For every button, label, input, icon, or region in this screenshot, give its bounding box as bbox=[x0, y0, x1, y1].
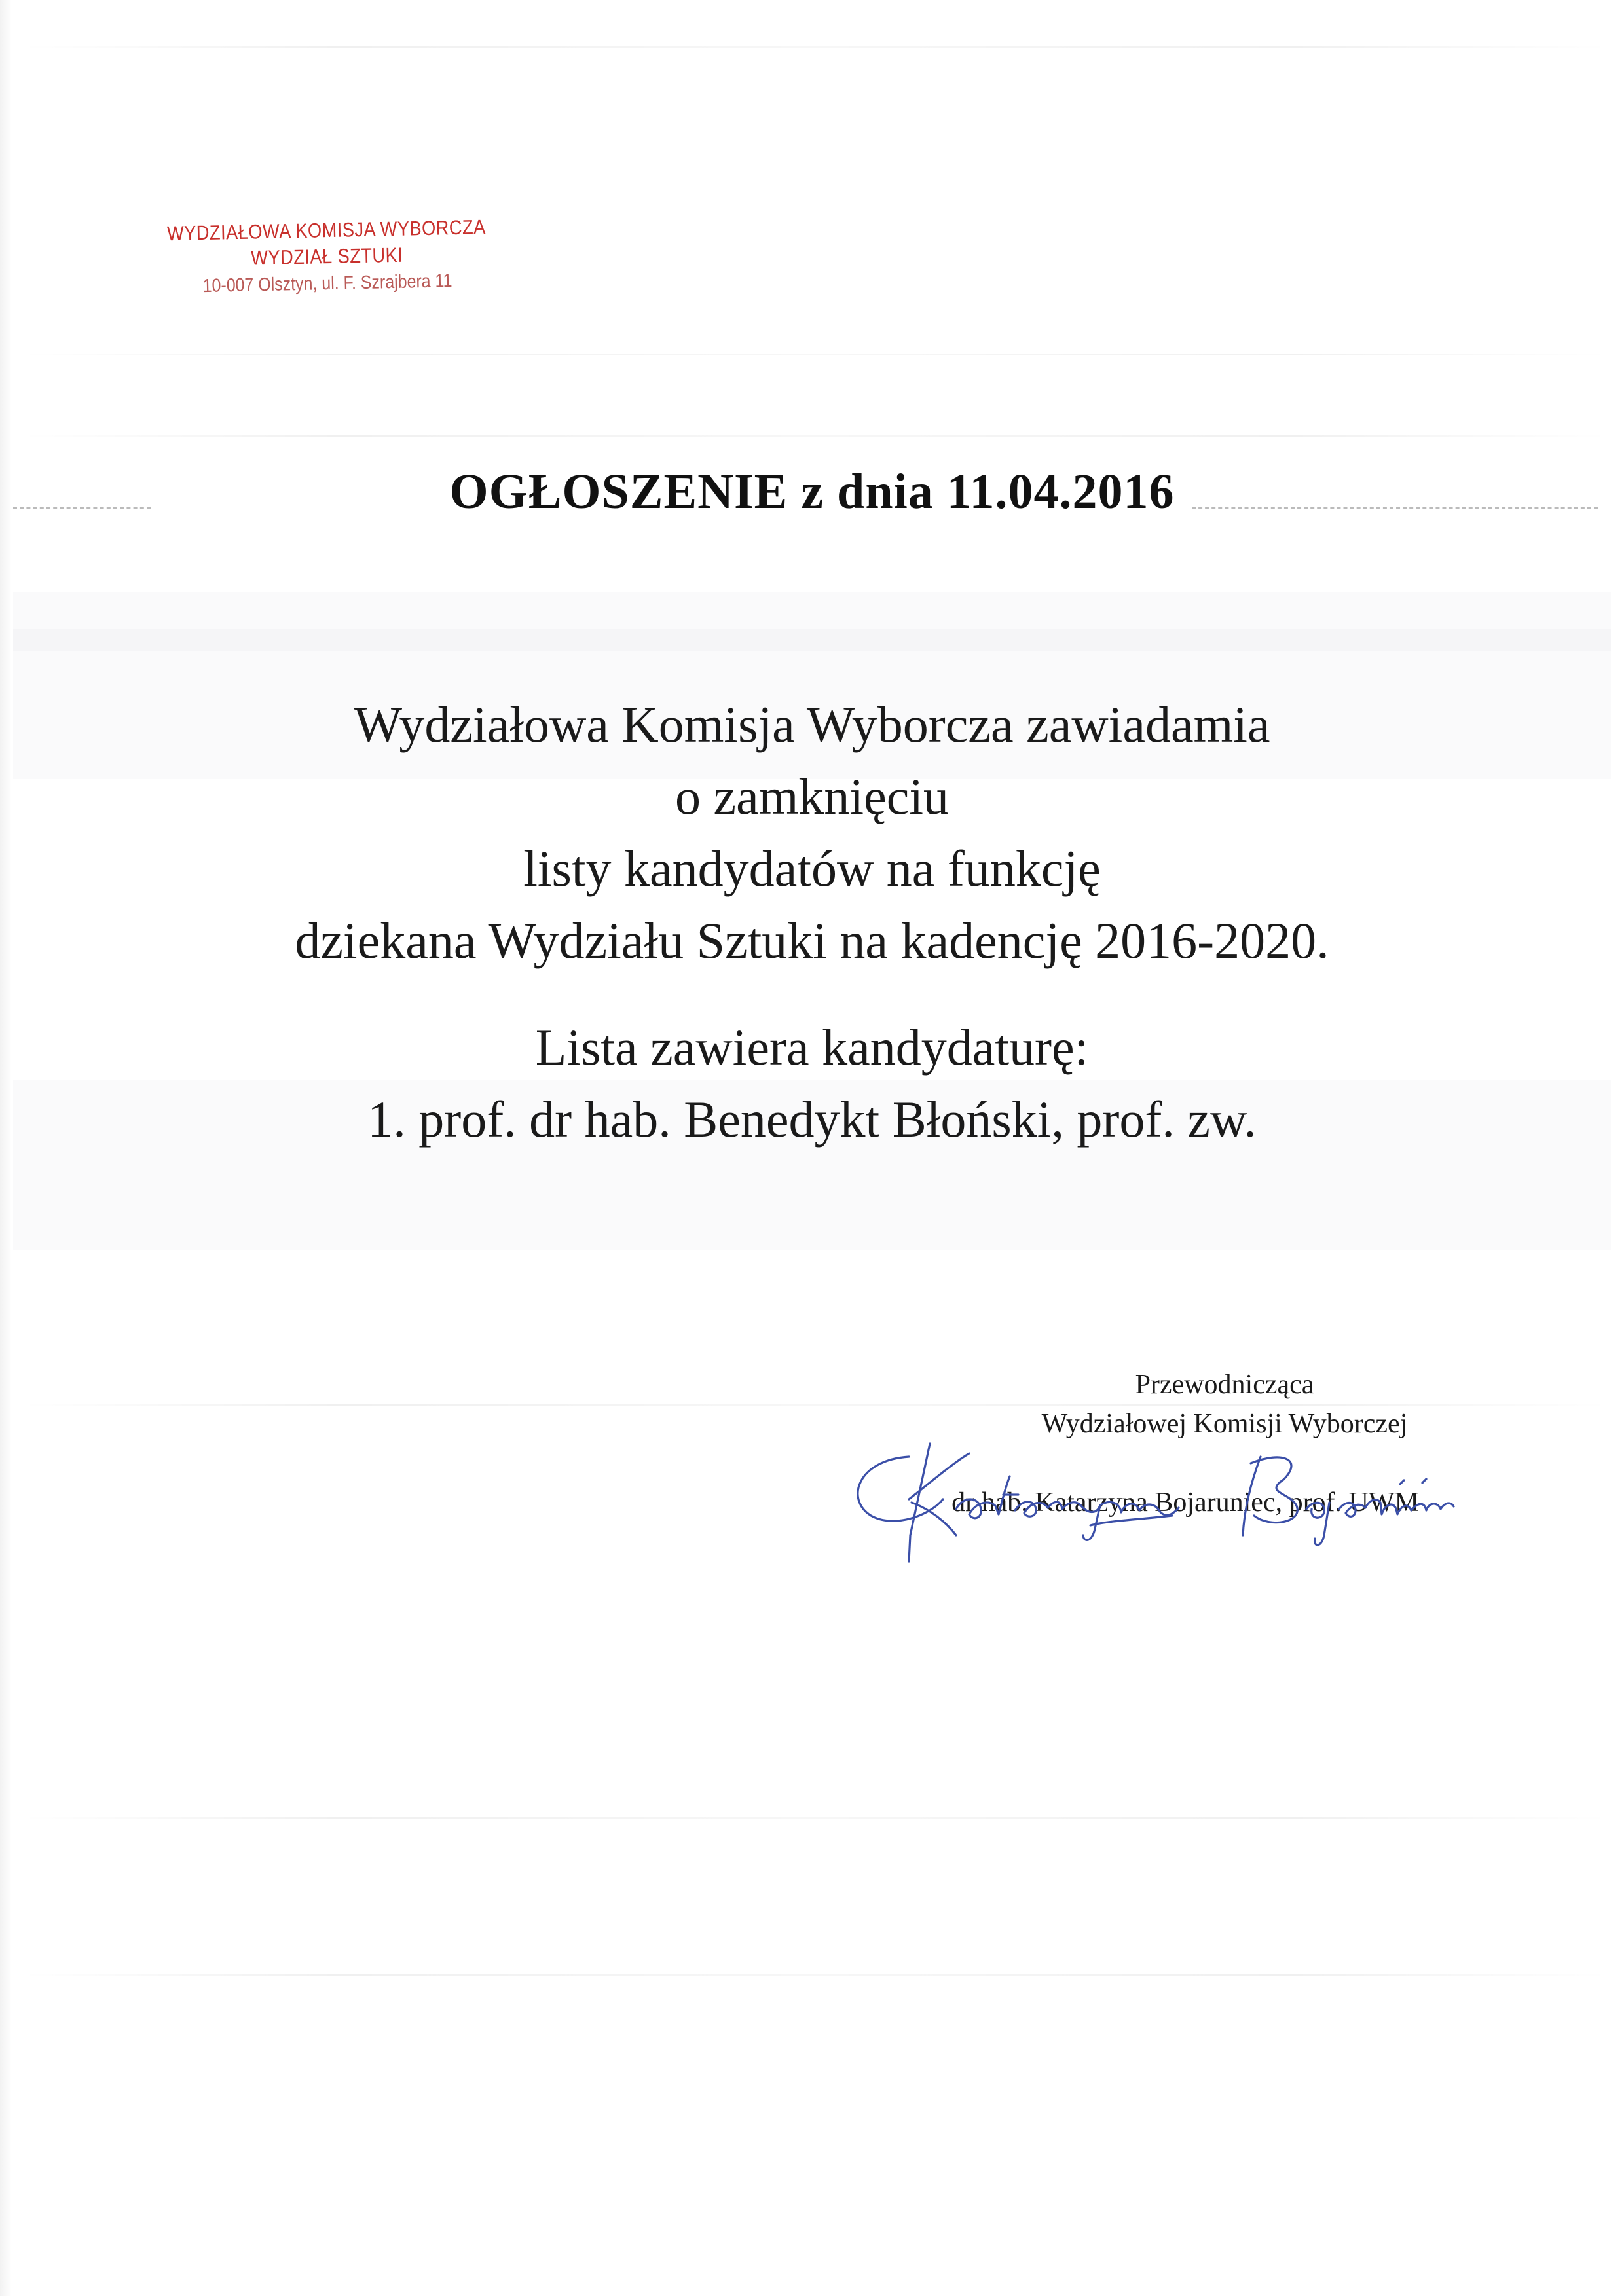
stamp-line-committee: WYDZIAŁOWA KOMISJA WYBORCZA bbox=[166, 215, 487, 246]
stamp-line-faculty: WYDZIAŁ SZTUKI bbox=[250, 243, 403, 270]
signatory-role: Przewodnicząca bbox=[1135, 1370, 1314, 1400]
announcement-line: dziekana Wydziału Sztuki na kadencję 2016-2020. bbox=[295, 912, 1329, 969]
announcement-line: listy kandydatów na funkcję bbox=[523, 840, 1101, 897]
announcement-body bbox=[0, 689, 1624, 977]
signatory-body: Wydziałowej Komisji Wyborczej bbox=[1041, 1409, 1408, 1439]
candidate-list-intro: Lista zawiera kandydaturę: bbox=[535, 1019, 1089, 1076]
stamp-line-address: 10-007 Olsztyn, ul. F. Szrajbera 11 bbox=[202, 270, 452, 297]
announcement-line: Wydziałowa Komisja Wyborcza zawiadamia bbox=[354, 696, 1270, 753]
candidate-list bbox=[0, 1011, 1624, 1156]
announcement-heading: OGŁOSZENIE z dnia 11.04.2016 bbox=[449, 464, 1175, 519]
scan-artifact bbox=[20, 354, 1611, 355]
committee-stamp bbox=[143, 213, 511, 301]
announcement-line: o zamknięciu bbox=[675, 768, 949, 825]
scan-artifact bbox=[20, 46, 1611, 48]
signatory-name: dr hab. Katarzyna Bojaruniec, prof. UWM bbox=[951, 1487, 1419, 1518]
handwritten-signature bbox=[832, 1437, 1460, 1568]
candidate-item: 1. prof. dr hab. Benedykt Błoński, prof. zw. bbox=[367, 1091, 1257, 1148]
scan-artifact bbox=[20, 1817, 1611, 1819]
scan-artifact bbox=[20, 435, 1611, 437]
scan-artifact bbox=[20, 1974, 1611, 1976]
